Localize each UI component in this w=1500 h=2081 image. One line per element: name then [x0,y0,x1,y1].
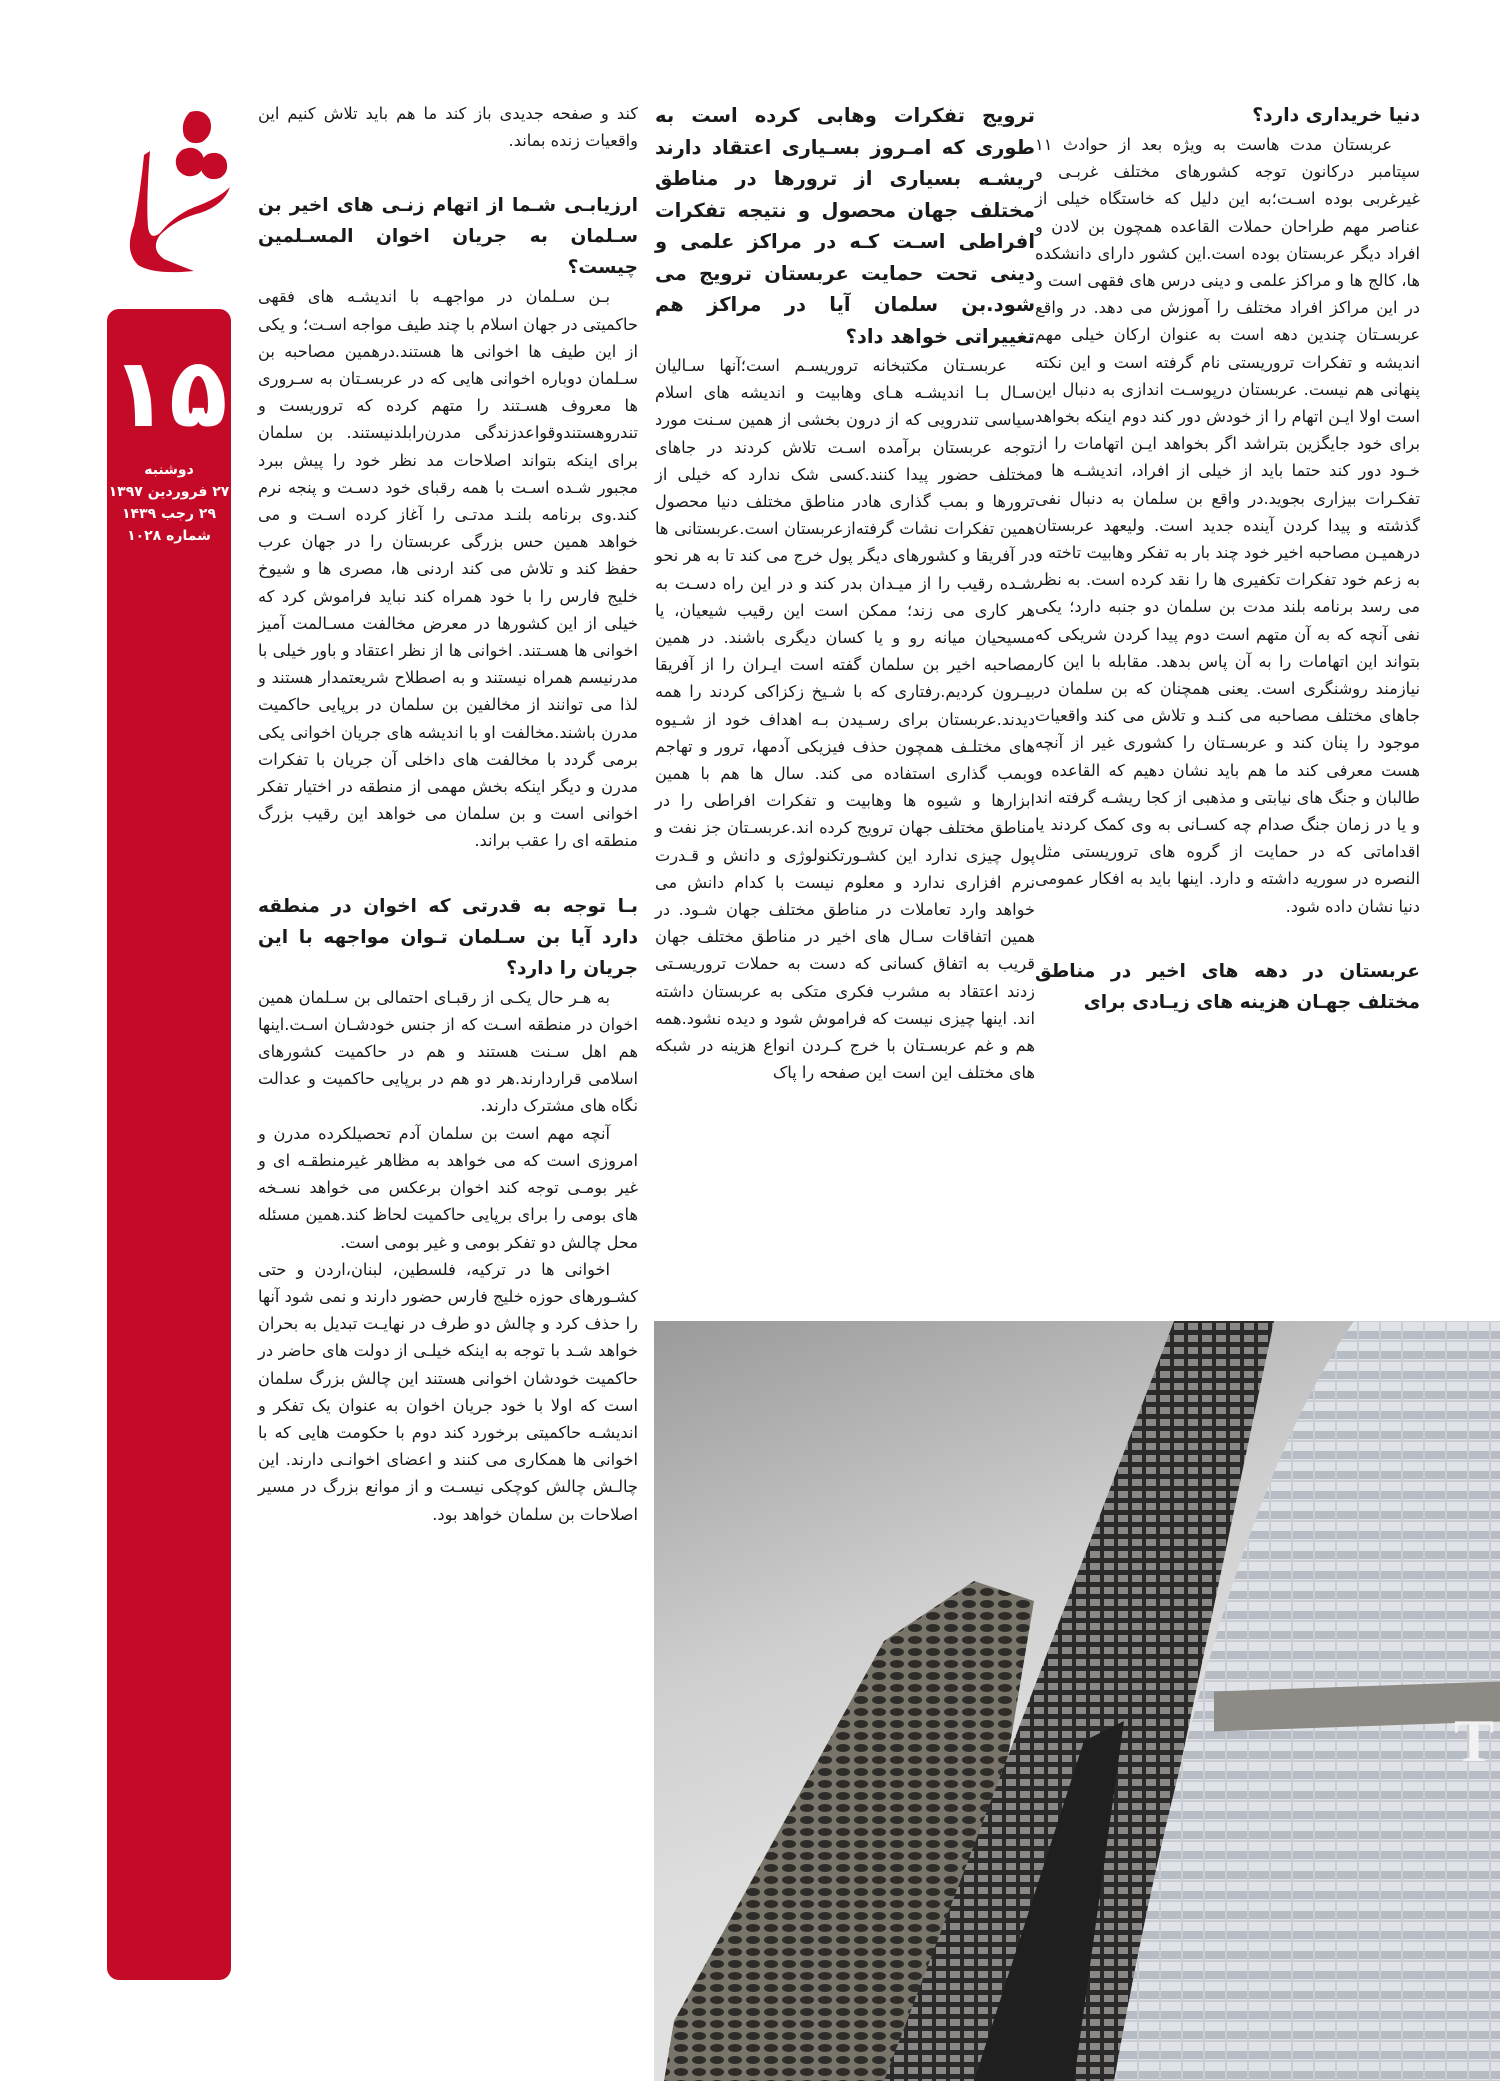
photo-illustration [654,1321,1500,2081]
sign-letter: T [1454,1708,1495,1774]
date-solar: ۲۷ فروردین ۱۳۹۷ [108,484,230,500]
section-heading: دنیا خریداری دارد؟ [1252,105,1420,126]
section-heading: ترویج تفکرات وهابی کرده است به طوری که امـروز بسـیاری اعتقاد دارند ریشـه بسیاری از ترورها در مناطق مختلف جهان محصول و نتیجه تفکرات افراطی اسـت کـه در مراکز علمی و دینی تحت حمایت عربستان ترویج می شود.بن سلمان آیا در مراکز هم تغییراتی خواهد داد؟ [655,104,1035,348]
body-paragraph: اخوانی ها در ترکیه، فلسطین، لبنان،اردن و حتی کشـورهای حوزه خلیج فارس حضور دارند و نمی شود آنها را حذف کرد و چالش دو طرف در نهایـت تبدیل به بحران خواهد شـد با توجه به اینکه خیلـی از دولت های حاضر در حاکمیت خودشان اخوانی هستند این چالش بزرگ سلمان است که اولا با خود جریان اخوان به عنوان یک تفکر و اندیشـه حاکمیتی برخورد کند دوم با حکومت هایی که با اخوانی ها همکاری می کنند و اعضای اخوانـی دارند. این چالـش چالش کوچکی نیسـت و از موانع بزرگ در مسیر اصلاحات بن سلمان خواهد بود. [258,1259,638,1524]
issue-number: شماره ۱۰۲۸ [127,528,211,544]
date-lunar: ۲۹ رجب ۱۴۳۹ [122,506,216,522]
article-column-left [258,100,638,1528]
article-column-right [1035,100,1420,1018]
section-heading: ارزیابـی شـما از اتهام زنـی های اخیر بن سـلمان به جریان اخوان المسـلمین چیست؟ [258,195,638,279]
skyscrapers-photo [654,1321,1500,2081]
article-column-middle [655,100,1035,1086]
body-paragraph: به هـر حال یکـی از رقبـای احتمالی بن سـلمان همین اخوان در منطقه اسـت که از جنس خودشـان اسـت.اینها هم اهل سـنت هستند و هم در حاکمیت کشورهای اسلامی قراردارند.هر دو هم در برپایی حاکمیت و عدالت نگاه های مشترک دارند. [258,987,638,1116]
body-paragraph: عربسـتان مکتبخانه تروریسـم است؛آنها سـالیان سـال بـا اندیشـه هـای وهابیت و اندیشه های اسلام سیاسی تندرویی که از درون بخشی از همین سـنت مورد توجه عربستان برآمده اسـت تلاش کردند در جاهای مختلف حضور پیدا کنند.کسی شک ندارد که خیلی از ترورها و بمب گذاری هادر مناطق مختلف دنیا محصول همین تفکرات نشات گرفته‌ازعربستان است.عربستانی ها در آفریقا و کشورهای دیگر پول خرج می کند تا به هر نحو شـده رقیب را از میـدان بدر کند و در این راه دسـت به هر کاری می زند؛ ممکن است این رقیب شیعیان، یا مسیحیان میانه رو و یا کسان دیگری باشند. در همین مصاحبه اخیر بن سلمان گفته است ایـران را از آفریقا بیـرون کردیم.رفتاری که با شـیخ زکزاکی کردند را همه دیدند.عربستان برای رسـیدن بـه اهداف خود از شـیوه های مختلـف همچون حذف فیزیکی آدمها، ترور و تهاجم وبمب گذاری استفاده می کند. سال ها هم با همین ابزارها و شیوه ها وهابیت و تفکرات افراطی را در مناطق مختلف جهان ترویج کرده اند.عربسـتان جز نفت و پول چیزی ندارد این کشـورتکنولوژی و دانش و قـدرت نرم افزاری ندارد و معلوم نیست با کدام دانش می خواهد وارد تعاملات در مناطق مختلف جهان شـود. در همین اتفاقات سـال های اخیر در مناطق مختلف جهان قریب به اتفاق کسانی که دست به حملات تروریسـتی زدند اعتقاد به مشرب فکری متکی به عربستان داشته اند. اینها چیزی نیست که فراموش شود و دیده نشود.همه هم و غم عربسـتان با خرج کـردن انواع هزینه در شبکه های مختلف این است این صفحه را پاک [655,356,1035,1083]
page-sidebar-band [107,309,231,1980]
page-number: ۱۵ [110,337,228,449]
weekday: دوشنبه [144,462,194,478]
issue-meta [107,459,231,547]
section-heading: عربستان در دهه های اخیر در مناطق مختلف جهـان هزینه های زیـادی برای [1035,960,1420,1013]
body-paragraph: بـن سـلمان در مواجهـه با اندیشـه های فقهی حاکمیتی در جهان اسلام با چند طیف مواجه اسـت؛ و یکی از این طیف ها اخوانی ها هستند.درهمین مصاحبه بن سـلمان دوباره اخوانی هایی که در عربسـتان به سـروری ها معروف هسـتند را متهم کرده که تروریست و تندروهستندوقواعدزندگی مدرن‌رابلدنیستند. بن سلمان برای اینکه بتواند اصلاحات مد نظر خود را پیش ببرد مجبور شـده اسـت با همه رقبای خود دسـت و پنجه نرم کند.وی برنامه بلنـد مدتـی را آغاز کرده اسـت و می خواهد همین حس بزرگی عربستان را در جهان عرب حفظ کند و تلاش می کند اردنی ها، مصری ها و شیوخ خلیج فارس را با خود همراه کند نباید فراموش کرد که خیلی از این کشورها در معرض مخالفت مسـالمت آمیز اخوانی ها هسـتند. اخوانی ها از نظر اعتقاد و باور خیلی با مدرنیسم همراه نیستند و به اصطلاح شریعتمدار هستند و لذا می توانند از مخالفین بن سلمان در برپایی حاکمیت مدرن باشند.مخالفت او با اندیشه های جریان اخوانی یکی برمی گردد با مخالفت های داخلی آن جریان با تفکرات مدرن و دیگر اینکه بخش مهمی از منطقه در اختیار تفکر اخوانی است و بن سلمان می خواهد این رقیب بزرگ منطقه ای را عقب براند. [258,287,638,851]
section-heading: بـا توجه به قدرتی که اخوان در منطقه دارد آیا بن سـلمان تـوان مواجهه با این جریان را دارد؟ [258,895,638,979]
shoma-logo [112,92,232,302]
body-paragraph: عربستان مدت هاست به ویژه بعد از حوادث ۱۱ سپتامبر درکانون توجه کشورهای مختلف غربـی و غیرغربی بوده اسـت؛به این دلیل که خاستگاه خیلی از عناصر مهم طراحان حملات القاعده همچون بن لادن و افراد دیگر عربستان بوده است.این کشور دارای دانشکده ها، کالج ها و مراکز علمی و دینی درس های فقهی است و در این مراکز افراد مختلف را آموزش می دهد. در واقع عربسـتان چندین دهه است به عنوان ارکان خیلی مهم اندیشه و تفکرات تروریستی نام گرفته است و این نکته پنهانی هم نیست. عربستان درپوسـت اندازی به دنبال این است اولا ایـن اتهام را از خودش دور کند دوم اینکه بخواهد برای خود جایگزین بتراشد اگر بخواهد ایـن اتهامات را از خـود دور کند حتما باید از خیلی از افراد، اندیشـه ها و تفکـرات بیزاری بجوید.در واقع بن سلمان به دنبال نفی گذشته و پیدا کردن آینده جدید است. ولیعهد عربستان درهمیـن مصاحبه اخیر خود چند بار به تفکر وهابیت تاخته و به زعم خود تفکرات تکفیری ها را نقد کرده است. به نظر می رسد برنامه بلند مدت بن سلمان دو جنبه دارد؛ یکی نفی آنچه که به آن متهم است دوم پیدا کردن شریکی که بتواند این اتهامات را به آن پاس بدهد. مقابله با این کار نیازمند روشنگری است. یعنی همچنان که بن سلمان در جاهای مختلف مصاحبه می کنـد و تلاش می کند واقعیات موجود را پنان کند و عربسـتان را کشوری غیر از آنچه هست معرفی کند ما هم باید نشان دهیم که القاعده و طالبان و جنگ های نیابتی و مذهبی از کجا ریشـه گرفته اند و یا در زمان جنگ صدام چه کسـانی به وی کمک کردند یا اقداماتی که در حمایت از گروه های تروریستی مثل النصره در سوریه داشته و دارد. اینها باید به افکار عمومی دنیا نشان داده شود. [1035,135,1420,916]
body-paragraph: کند و صفحه جدیدی باز کند ما هم باید تلاش کنیم این واقعیات زنده بماند. [258,104,638,151]
body-paragraph: آنچه مهم است بن سلمان آدم تحصیلکرده مدرن و امروزی است که می خواهد به مظاهر غیرمنطقـه ای و غیر بومـی توجه کند اخوان برعکس می خواهد نسـخه های بومی را برای برپایی حاکمیت لحاظ کند.همین مسئله محل چالش دو تفکر بومی و غیر بومی است. [258,1123,638,1252]
